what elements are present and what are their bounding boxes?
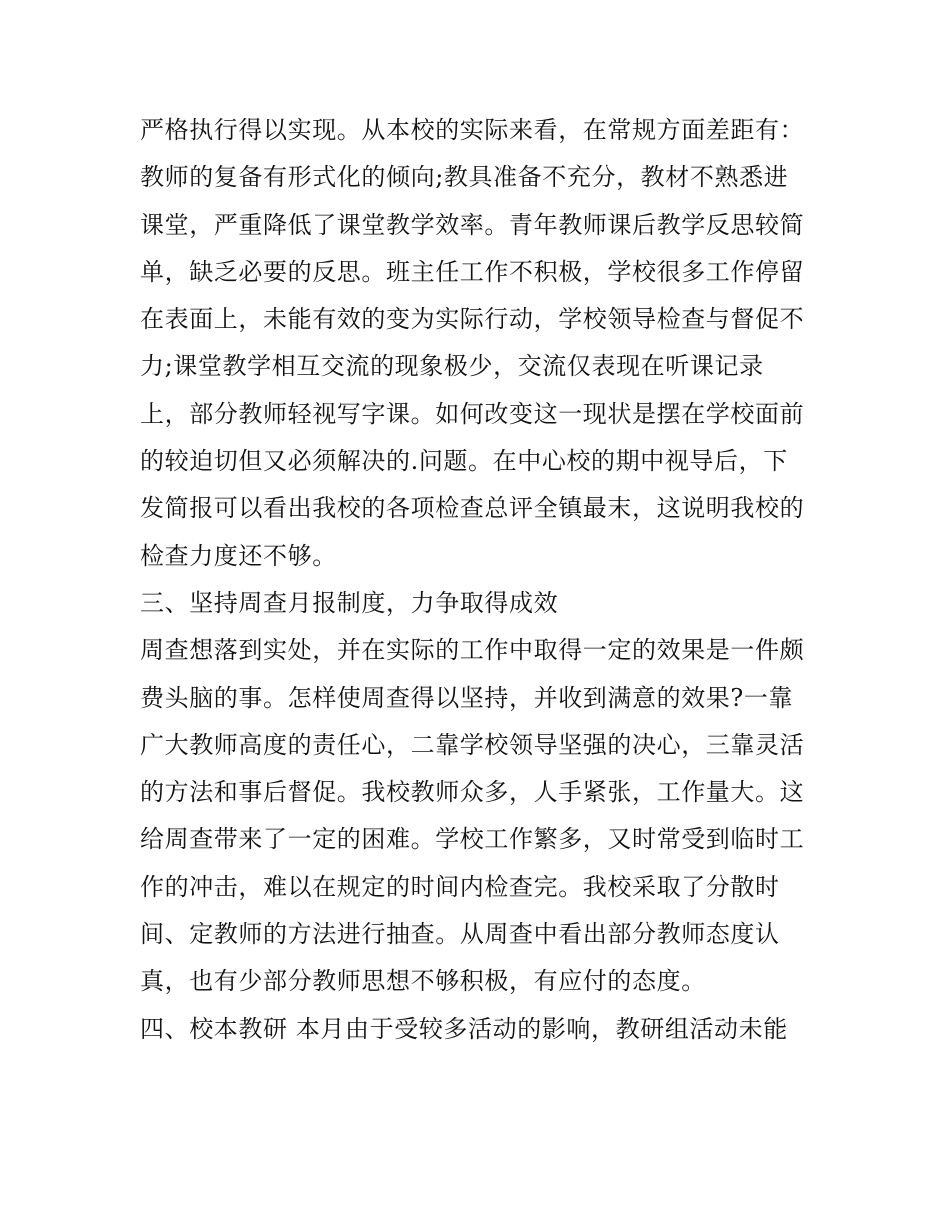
text-line: 的较迫切但又必须解决的.问题。在中心校的期中视导后，下 xyxy=(140,447,788,476)
section-heading: 四、校本教研 本月由于受较多活动的影响，教研组活动未能 xyxy=(140,1014,788,1043)
text-line: 间、定教师的方法进行抽查。从周查中看出部分教师态度认 xyxy=(140,920,780,949)
body-text xyxy=(140,107,820,1053)
text-line: 广大教师高度的责任心，二靠学校领导坚强的决心，三靠灵活 xyxy=(140,730,805,759)
text-line: 严格执行得以实现。从本校的实际来看，在常规方面差距有： xyxy=(140,116,805,144)
section-heading: 三、坚持周查月报制度，力争取得成效 xyxy=(140,588,559,617)
text-line: 检查力度还不够。 xyxy=(140,541,337,570)
text-line: 真，也有少部分教师思想不够积极，有应付的态度。 xyxy=(140,967,706,996)
text-line: 作的冲击，难以在规定的时间内检查完。我校采取了分散时 xyxy=(140,872,780,901)
text-line: 单，缺乏必要的反思。班主任工作不积极，学校很多工作停留 xyxy=(140,257,805,286)
text-line: 给周查带来了一定的困难。学校工作繁多，又时常受到临时工 xyxy=(140,825,805,854)
text-line: 力;课堂教学相互交流的现象极少，交流仅表现在听课记录 xyxy=(140,352,764,381)
text-line: 发简报可以看出我校的各项检查总评全镇最末，这说明我校的 xyxy=(140,494,805,523)
text-line: 的方法和事后督促。我校教师众多，人手紧张，工作量大。这 xyxy=(140,778,805,807)
text-line: 在表面上，未能有效的变为实际行动，学校领导检查与督促不 xyxy=(140,305,805,334)
text-line: 上，部分教师轻视写字课。如何改变这一现状是摆在学校面前 xyxy=(140,399,805,428)
text-line: 课堂，严重降低了课堂教学效率。青年教师课后教学反思较简 xyxy=(140,210,805,239)
text-line: 费头脑的事。怎样使周查得以坚持，并收到满意的效果?一靠 xyxy=(140,683,794,712)
text-line: 教师的复备有形式化的倾向;教具准备不充分，教材不熟悉进 xyxy=(140,163,789,192)
text-line: 周查想落到实处，并在实际的工作中取得一定的效果是一件颇 xyxy=(140,636,805,665)
